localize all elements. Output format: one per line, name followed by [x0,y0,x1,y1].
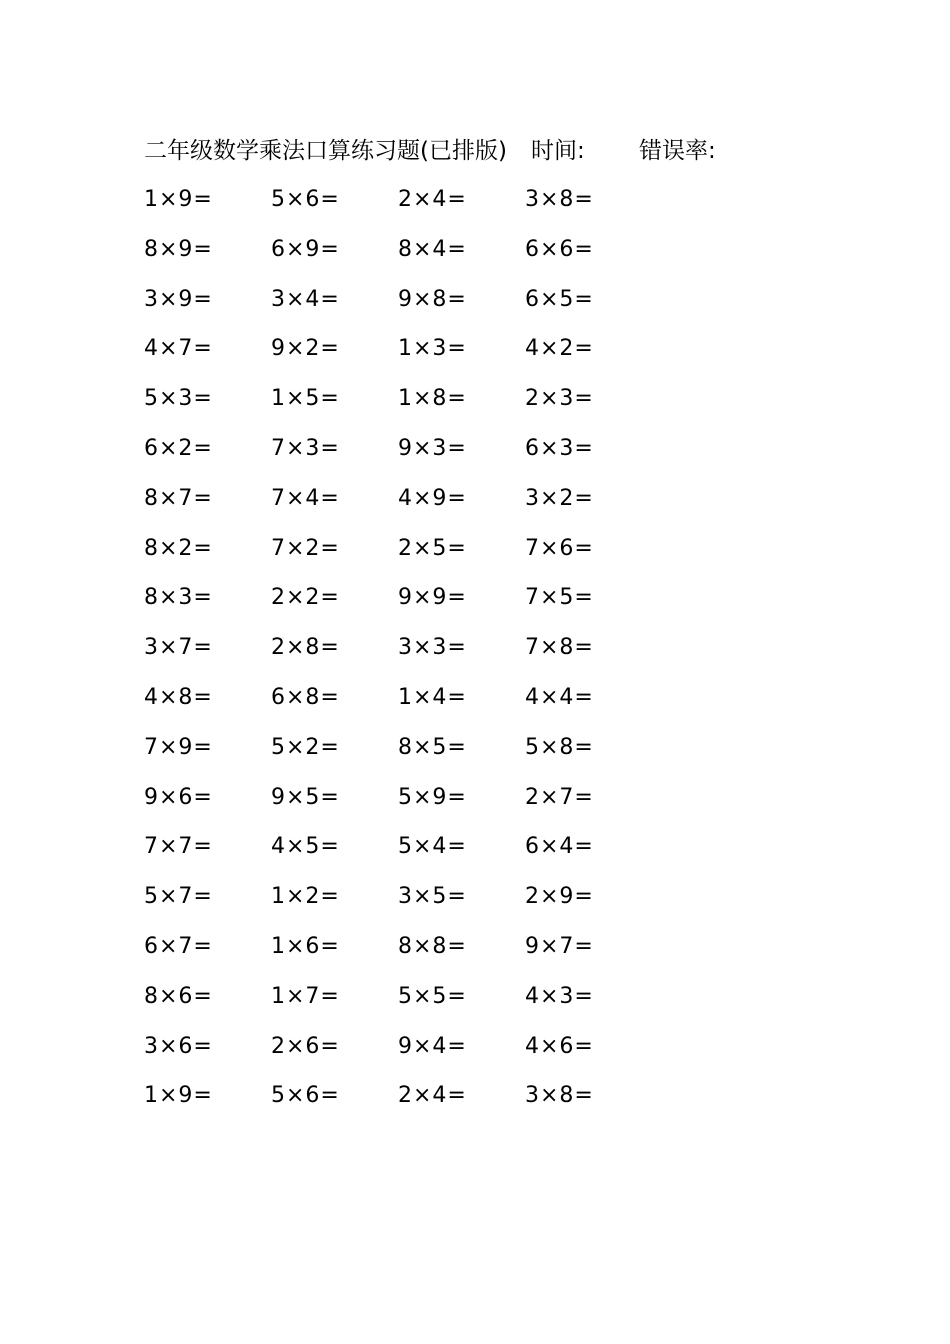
problem-item: 7×9= [144,734,213,760]
error-rate-label: 错误率: [639,138,716,164]
problem-item: 9×2= [271,336,340,362]
problem-item: 6×4= [525,834,594,860]
problem-item: 8×6= [144,983,213,1009]
problem-row [144,781,664,831]
problem-item: 7×8= [525,635,594,661]
problem-row [144,382,664,432]
problem-item: 1×5= [271,386,340,412]
problem-item: 3×8= [525,1083,594,1109]
problem-item: 4×8= [144,684,213,710]
problem-item: 4×4= [525,684,594,710]
problem-item: 4×5= [271,834,340,860]
problem-row [144,631,664,681]
problem-item: 8×2= [144,535,213,561]
problem-row [144,432,664,482]
problem-item: 7×5= [525,585,594,611]
problem-row [144,1079,664,1129]
problem-row [144,482,664,532]
problem-item: 2×5= [398,535,467,561]
problem-item: 1×9= [144,1083,213,1109]
problem-item: 6×6= [525,236,594,262]
problem-item: 3×3= [398,635,467,661]
problem-row [144,681,664,731]
problem-item: 7×3= [271,435,340,461]
problem-item: 2×6= [271,1033,340,1059]
problem-item: 3×9= [144,286,213,312]
problem-item: 1×4= [398,684,467,710]
problem-item: 8×7= [144,485,213,511]
problem-item: 6×7= [144,933,213,959]
problem-item: 5×8= [525,734,594,760]
problem-item: 3×2= [525,485,594,511]
problem-grid [144,183,664,1129]
problem-row [144,183,664,233]
problem-item: 5×7= [144,884,213,910]
problem-item: 5×3= [144,386,213,412]
problem-item: 8×9= [144,236,213,262]
worksheet-title: 二年级数学乘法口算练习题(已排版) [144,138,507,164]
problem-item: 5×6= [271,1083,340,1109]
problem-item: 8×3= [144,585,213,611]
problem-item: 9×5= [271,784,340,810]
problem-item: 3×4= [271,286,340,312]
problem-item: 2×7= [525,784,594,810]
problem-item: 6×8= [271,684,340,710]
problem-row [144,1030,664,1080]
problem-item: 7×6= [525,535,594,561]
problem-item: 1×6= [271,933,340,959]
problem-item: 6×5= [525,286,594,312]
problem-item: 4×7= [144,336,213,362]
problem-item: 3×5= [398,884,467,910]
problem-item: 7×4= [271,485,340,511]
problem-item: 2×8= [271,635,340,661]
problem-item: 9×6= [144,784,213,810]
problem-item: 8×5= [398,734,467,760]
problem-item: 2×3= [525,386,594,412]
problem-item: 2×9= [525,884,594,910]
problem-item: 8×4= [398,236,467,262]
problem-item: 9×9= [398,585,467,611]
problem-row [144,581,664,631]
problem-item: 3×8= [525,187,594,212]
problem-item: 5×2= [271,734,340,760]
problem-item: 6×9= [271,236,340,262]
problem-item: 1×3= [398,336,467,362]
problem-item: 9×8= [398,286,467,312]
problem-item: 9×7= [525,933,594,959]
problem-item: 1×7= [271,983,340,1009]
problem-item: 5×9= [398,784,467,810]
problem-item: 5×5= [398,983,467,1009]
problem-item: 1×2= [271,884,340,910]
problem-item: 9×4= [398,1033,467,1059]
problem-row [144,731,664,781]
problem-item: 4×6= [525,1033,594,1059]
problem-item: 1×8= [398,386,467,412]
problem-item: 7×7= [144,834,213,860]
problem-row [144,930,664,980]
problem-row [144,830,664,880]
problem-row [144,332,664,382]
time-label: 时间: [531,138,585,164]
problem-item: 7×2= [271,535,340,561]
problem-item: 5×6= [271,187,340,212]
problem-row [144,980,664,1030]
problem-item: 9×3= [398,435,467,461]
problem-row [144,532,664,582]
problem-row [144,233,664,283]
problem-row [144,283,664,333]
problem-item: 4×9= [398,485,467,511]
problem-item: 3×7= [144,635,213,661]
problem-item: 4×2= [525,336,594,362]
problem-item: 2×4= [398,187,467,212]
problem-item: 8×8= [398,933,467,959]
problem-item: 6×3= [525,435,594,461]
problem-item: 4×3= [525,983,594,1009]
problem-item: 2×2= [271,585,340,611]
problem-item: 3×6= [144,1033,213,1059]
problem-row [144,880,664,930]
problem-item: 2×4= [398,1083,467,1109]
problem-item: 1×9= [144,187,213,212]
problem-item: 6×2= [144,435,213,461]
problem-item: 5×4= [398,834,467,860]
